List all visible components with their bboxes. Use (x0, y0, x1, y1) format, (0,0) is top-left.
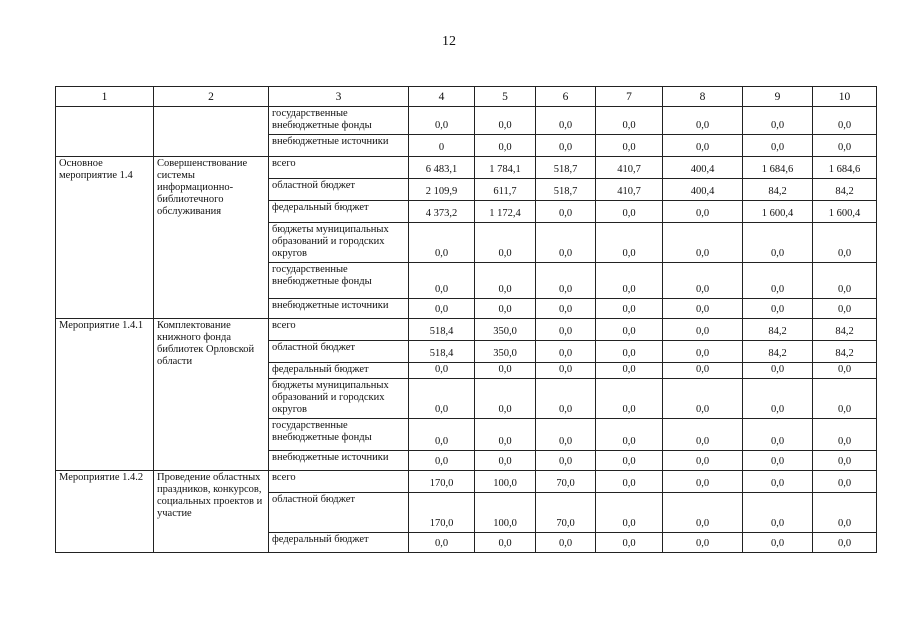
amount-cell: 0,0 (663, 223, 743, 263)
amount-cell: 0,0 (475, 379, 536, 419)
amount-cell: 0,0 (596, 493, 663, 533)
amount-cell: 0 (409, 135, 475, 157)
amount-cell: 1 684,6 (813, 157, 877, 179)
amount-cell: 1 600,4 (743, 201, 813, 223)
amount-cell: 0,0 (663, 263, 743, 299)
amount-cell: 0,0 (536, 223, 596, 263)
table-row (56, 107, 877, 135)
amount-cell: 0,0 (596, 319, 663, 341)
amount-cell: 100,0 (475, 493, 536, 533)
column-number-header: 2 (154, 87, 269, 107)
funding-source-cell: федеральный бюджет (269, 533, 409, 553)
column-number-header: 9 (743, 87, 813, 107)
amount-cell: 0,0 (596, 223, 663, 263)
amount-cell: 0,0 (813, 419, 877, 451)
amount-cell: 0,0 (663, 471, 743, 493)
amount-cell: 0,0 (743, 493, 813, 533)
amount-cell: 0,0 (813, 299, 877, 319)
amount-cell: 0,0 (536, 379, 596, 419)
table-row (56, 319, 877, 341)
amount-cell: 0,0 (409, 419, 475, 451)
amount-cell: 0,0 (475, 107, 536, 135)
amount-cell: 0,0 (475, 263, 536, 299)
column-number-header: 10 (813, 87, 877, 107)
column-number-header: 7 (596, 87, 663, 107)
amount-cell: 0,0 (743, 533, 813, 553)
amount-cell: 0,0 (536, 341, 596, 363)
amount-cell: 0,0 (663, 451, 743, 471)
table-header-row (56, 87, 877, 107)
amount-cell: 0,0 (663, 493, 743, 533)
amount-cell: 0,0 (536, 263, 596, 299)
amount-cell: 0,0 (743, 451, 813, 471)
amount-cell: 0,0 (409, 263, 475, 299)
amount-cell: 0,0 (536, 363, 596, 379)
amount-cell: 84,2 (743, 179, 813, 201)
amount-cell: 0,0 (596, 471, 663, 493)
table-row (56, 157, 877, 179)
column-number-header: 6 (536, 87, 596, 107)
amount-cell: 0,0 (813, 263, 877, 299)
amount-cell: 0,0 (663, 201, 743, 223)
funding-source-cell: бюджеты муниципальных образований и городских округов (269, 379, 409, 419)
amount-cell: 0,0 (409, 533, 475, 553)
amount-cell: 0,0 (475, 135, 536, 157)
amount-cell: 0,0 (663, 419, 743, 451)
amount-cell: 0,0 (596, 533, 663, 553)
amount-cell: 0,0 (596, 379, 663, 419)
amount-cell: 0,0 (813, 533, 877, 553)
activity-title-cell: Комплектование книжного фонда библиотек Орловской области (154, 319, 269, 471)
funding-source-cell: федеральный бюджет (269, 201, 409, 223)
amount-cell: 0,0 (536, 533, 596, 553)
amount-cell: 0,0 (596, 363, 663, 379)
amount-cell: 0,0 (596, 263, 663, 299)
column-number-header: 5 (475, 87, 536, 107)
amount-cell: 0,0 (813, 223, 877, 263)
amount-cell: 0,0 (663, 135, 743, 157)
amount-cell: 400,4 (663, 157, 743, 179)
amount-cell: 518,7 (536, 179, 596, 201)
amount-cell: 84,2 (743, 319, 813, 341)
amount-cell: 0,0 (663, 363, 743, 379)
amount-cell: 84,2 (743, 341, 813, 363)
page-number: 12 (442, 34, 456, 49)
amount-cell: 0,0 (596, 419, 663, 451)
amount-cell: 0,0 (536, 107, 596, 135)
amount-cell: 0,0 (663, 299, 743, 319)
funding-source-cell: федеральный бюджет (269, 363, 409, 379)
amount-cell: 0,0 (813, 107, 877, 135)
amount-cell: 0,0 (813, 135, 877, 157)
funding-source-cell: областной бюджет (269, 493, 409, 533)
amount-cell: 0,0 (813, 493, 877, 533)
activity-name-cell: Основное мероприятие 1.4 (56, 157, 154, 319)
amount-cell: 0,0 (663, 533, 743, 553)
amount-cell: 1 600,4 (813, 201, 877, 223)
amount-cell: 0,0 (663, 341, 743, 363)
amount-cell: 0,0 (596, 135, 663, 157)
amount-cell: 1 172,4 (475, 201, 536, 223)
amount-cell: 0,0 (475, 363, 536, 379)
amount-cell: 0,0 (409, 451, 475, 471)
activity-name-cell: Мероприятие 1.4.2 (56, 471, 154, 553)
amount-cell: 0,0 (596, 341, 663, 363)
column-number-header: 3 (269, 87, 409, 107)
amount-cell: 0,0 (536, 135, 596, 157)
funding-source-cell: всего (269, 471, 409, 493)
amount-cell: 0,0 (813, 363, 877, 379)
table-body (56, 87, 877, 553)
amount-cell: 170,0 (409, 493, 475, 533)
amount-cell: 84,2 (813, 179, 877, 201)
funding-source-cell: бюджеты муниципальных образований и городских округов (269, 223, 409, 263)
budget-table (55, 86, 877, 553)
amount-cell: 0,0 (409, 107, 475, 135)
table-row (56, 471, 877, 493)
amount-cell: 0,0 (409, 299, 475, 319)
amount-cell: 2 109,9 (409, 179, 475, 201)
amount-cell: 518,7 (536, 157, 596, 179)
amount-cell: 0,0 (743, 363, 813, 379)
amount-cell: 0,0 (475, 223, 536, 263)
amount-cell: 0,0 (596, 451, 663, 471)
amount-cell: 0,0 (813, 379, 877, 419)
activity-title-cell (154, 107, 269, 157)
amount-cell: 0,0 (743, 135, 813, 157)
funding-source-cell: внебюджетные источники (269, 299, 409, 319)
amount-cell: 350,0 (475, 341, 536, 363)
funding-source-cell: государственные внебюджетные фонды (269, 107, 409, 135)
amount-cell: 0,0 (596, 299, 663, 319)
amount-cell: 6 483,1 (409, 157, 475, 179)
column-number-header: 1 (56, 87, 154, 107)
amount-cell: 0,0 (536, 299, 596, 319)
amount-cell: 0,0 (743, 471, 813, 493)
amount-cell: 611,7 (475, 179, 536, 201)
column-number-header: 4 (409, 87, 475, 107)
activity-name-cell: Мероприятие 1.4.1 (56, 319, 154, 471)
amount-cell: 0,0 (475, 451, 536, 471)
amount-cell: 0,0 (475, 299, 536, 319)
amount-cell: 4 373,2 (409, 201, 475, 223)
amount-cell: 410,7 (596, 179, 663, 201)
column-number-header: 8 (663, 87, 743, 107)
amount-cell: 1 784,1 (475, 157, 536, 179)
amount-cell: 0,0 (536, 201, 596, 223)
amount-cell: 100,0 (475, 471, 536, 493)
funding-source-cell: областной бюджет (269, 341, 409, 363)
amount-cell: 518,4 (409, 341, 475, 363)
amount-cell: 0,0 (409, 363, 475, 379)
amount-cell: 170,0 (409, 471, 475, 493)
funding-source-cell: внебюджетные источники (269, 135, 409, 157)
amount-cell: 0,0 (475, 419, 536, 451)
amount-cell: 84,2 (813, 341, 877, 363)
amount-cell: 0,0 (813, 451, 877, 471)
funding-source-cell: всего (269, 157, 409, 179)
amount-cell: 0,0 (663, 107, 743, 135)
amount-cell: 0,0 (596, 201, 663, 223)
amount-cell: 410,7 (596, 157, 663, 179)
funding-source-cell: областной бюджет (269, 179, 409, 201)
amount-cell: 0,0 (743, 299, 813, 319)
amount-cell: 400,4 (663, 179, 743, 201)
activity-title-cell: Совершенствование системы информационно-библиотечного обслуживания (154, 157, 269, 319)
amount-cell: 0,0 (743, 379, 813, 419)
amount-cell: 70,0 (536, 471, 596, 493)
amount-cell: 0,0 (409, 379, 475, 419)
amount-cell: 0,0 (536, 319, 596, 341)
funding-source-cell: внебюджетные источники (269, 451, 409, 471)
amount-cell: 0,0 (663, 379, 743, 419)
amount-cell: 0,0 (743, 223, 813, 263)
activity-title-cell: Проведение областных праздников, конкурсов, социальных проектов и участие (154, 471, 269, 553)
amount-cell: 518,4 (409, 319, 475, 341)
amount-cell: 0,0 (813, 471, 877, 493)
funding-source-cell: всего (269, 319, 409, 341)
amount-cell: 350,0 (475, 319, 536, 341)
amount-cell: 84,2 (813, 319, 877, 341)
amount-cell: 0,0 (475, 533, 536, 553)
funding-source-cell: государственные внебюджетные фонды (269, 419, 409, 451)
amount-cell: 0,0 (743, 419, 813, 451)
amount-cell: 0,0 (743, 263, 813, 299)
amount-cell: 70,0 (536, 493, 596, 533)
amount-cell: 1 684,6 (743, 157, 813, 179)
amount-cell: 0,0 (536, 419, 596, 451)
activity-name-cell (56, 107, 154, 157)
funding-source-cell: государственные внебюджетные фонды (269, 263, 409, 299)
amount-cell: 0,0 (409, 223, 475, 263)
amount-cell: 0,0 (743, 107, 813, 135)
amount-cell: 0,0 (663, 319, 743, 341)
amount-cell: 0,0 (596, 107, 663, 135)
amount-cell: 0,0 (536, 451, 596, 471)
